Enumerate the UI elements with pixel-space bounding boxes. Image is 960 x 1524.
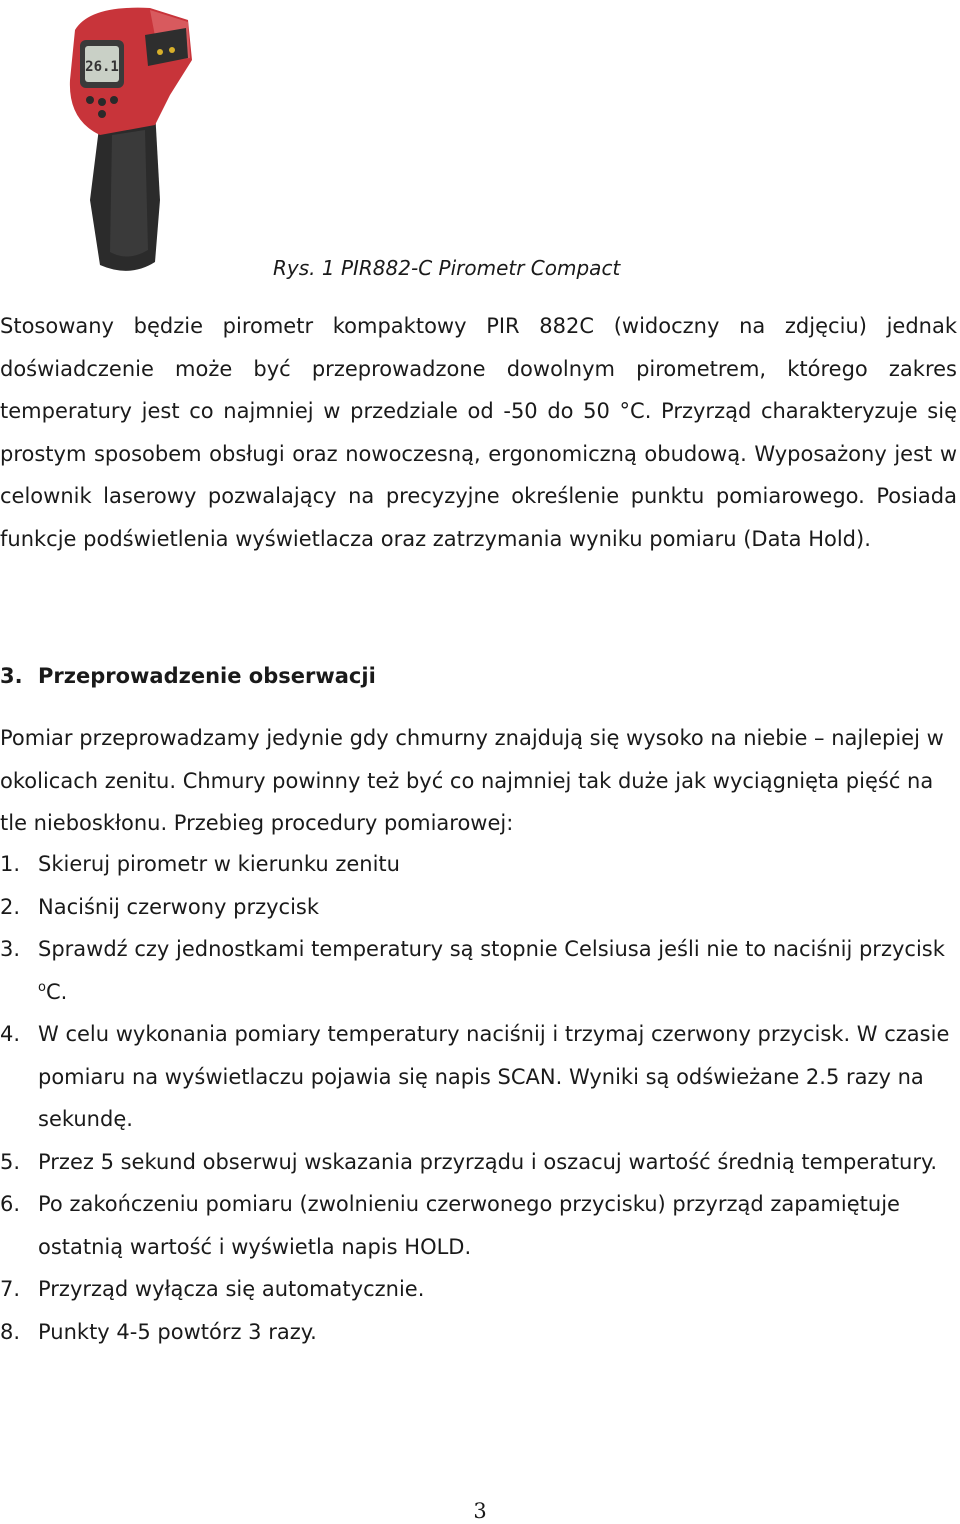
intro-paragraph: Stosowany będzie pirometr kompaktowy PIR 882C (widoczny na zdjęciu) jednak doświadczenie może być przeprowadzone dowolnym pirometrem, którego zakres temperatury jest co najmniej w przedziale od -50 do 50 °C. Przyrząd charakteryzuje się prostym sposobem obsługi oraz nowoczesną, ergonomiczną obudową. Wyposażony jest w celownik laserowy pozwalający na precyzyjne określenie punktu pomiarowego. Posiada funkcje podświetlenia wyświetlacza oraz zatrzymania wyniku pomiaru (Data Hold).: [0, 314, 957, 551]
step-number: 3.: [0, 937, 21, 961]
step-number: 8.: [0, 1319, 21, 1344]
step-number: 5.: [0, 1149, 21, 1174]
step-text: Przez 5 sekund obserwuj wskazania przyrządu i oszacuj wartość średnią temperatury.: [38, 1149, 938, 1174]
section-heading: [0, 664, 376, 688]
step-text: Przyrząd wyłącza się automatycznie.: [38, 1277, 425, 1301]
step-text: Punkty 4-5 powtórz 3 razy.: [38, 1319, 317, 1344]
list-item: [0, 1013, 957, 1141]
step-text: Skieruj pirometr w kierunku zenitu: [38, 852, 400, 876]
list-item: [0, 843, 957, 886]
step-text-main: Sprawdź czy jednostkami temperatury są stopnie Celsiusa jeśli nie to naciśnij przycisk: [38, 937, 945, 961]
step-number: 4.: [0, 1022, 21, 1046]
step-text: Naciśnij czerwony przycisk: [38, 894, 320, 919]
step-number: 2.: [0, 894, 21, 919]
step-number: 1.: [0, 852, 21, 876]
step-text: Po zakończeniu pomiaru (zwolnieniu czerwonego przycisku) przyrząd zapamiętuje ostatnią wartość i wyświetla napis HOLD.: [38, 1192, 900, 1259]
step-number: 6.: [0, 1192, 21, 1216]
procedure-paragraph: Pomiar przeprowadzamy jedynie gdy chmurny znajdują się wysoko na niebie – najlepiej w okolicach zenitu. Chmury powinny też być co najmniej tak duże jak wyciągnięta pięść na tle nieboskłonu. Przebieg procedury pomiarowej:: [0, 726, 944, 835]
procedure-steps: [0, 843, 957, 1353]
list-item: [0, 1141, 957, 1184]
list-item: [0, 886, 957, 929]
section-title: Przeprowadzenie obserwacji: [38, 664, 376, 688]
step-number: 7.: [0, 1277, 21, 1301]
list-item: [0, 1183, 957, 1268]
section-number: 3.: [0, 664, 23, 688]
page-number: 3: [473, 1499, 487, 1523]
degree-superscript: o: [38, 979, 46, 995]
lcd-reading: 26.1: [85, 59, 119, 75]
list-item: [0, 928, 957, 1013]
step-text: W celu wykonania pomiary temperatury naciśnij i trzymaj czerwony przycisk. W czasie pomiaru na wyświetlaczu pojawia się napis SCAN. Wyniki są odświeżane 2.5 razy na sekundę.: [38, 1022, 950, 1131]
step-text: [38, 928, 957, 1013]
step-text-unit: C.: [45, 979, 68, 1004]
pyrometer-photo: [60, 0, 200, 275]
list-item: [0, 1268, 957, 1311]
list-item: [0, 1311, 957, 1354]
pyrometer-icon: [60, 0, 200, 275]
figure-caption: Rys. 1 PIR882-C Pirometr Compact: [273, 256, 621, 280]
